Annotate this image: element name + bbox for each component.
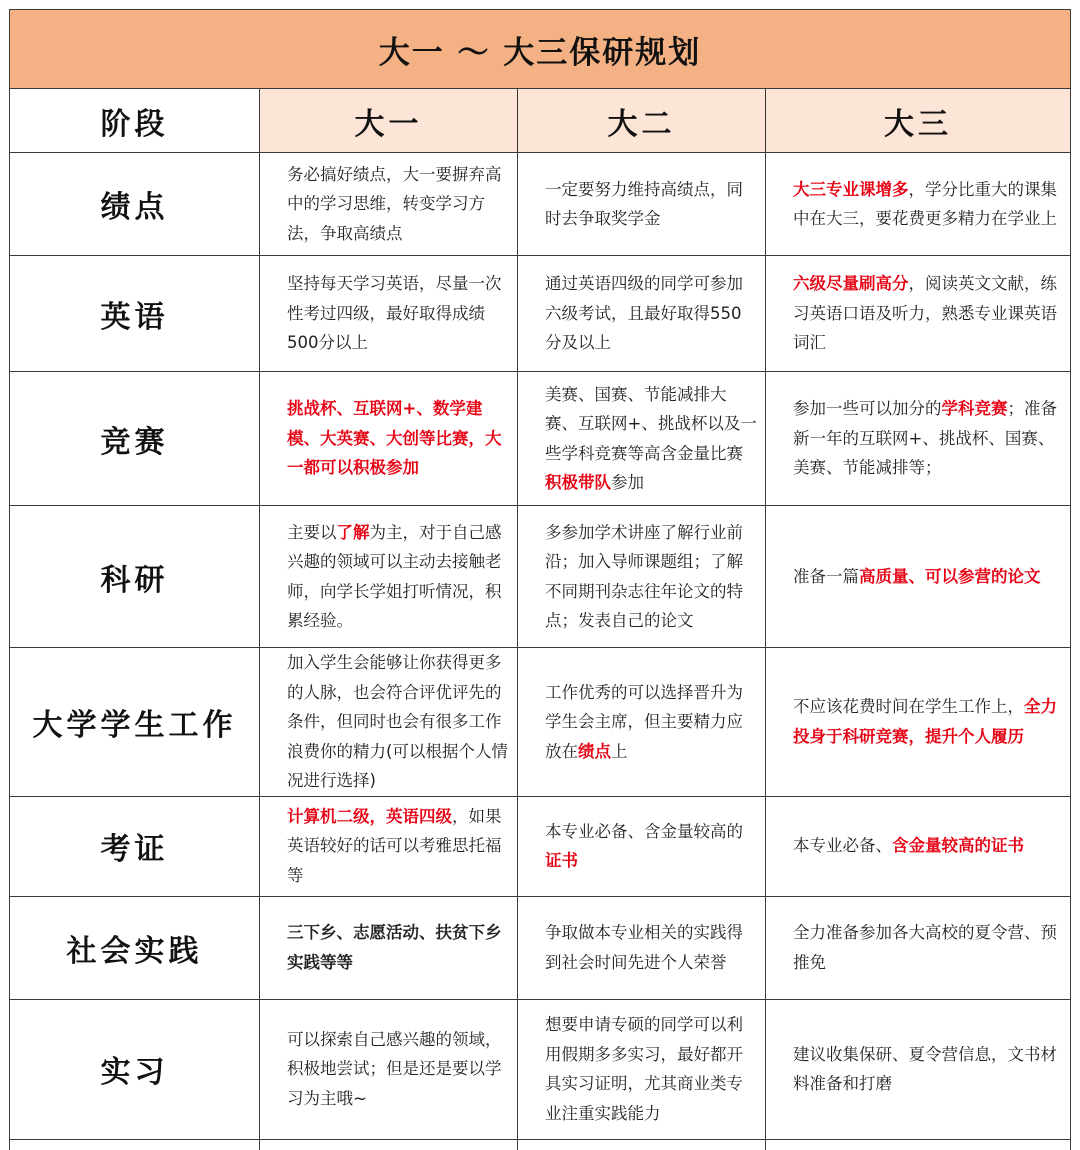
cell-year3 — [766, 896, 1071, 999]
cell-highlight: 大三专业课增多 — [793, 179, 909, 199]
cell-text: 上 — [611, 741, 628, 761]
cell-text: ，阅读英文文献，练习英语口语及听力，熟悉专业课英语词汇 — [793, 274, 1057, 353]
cell-year1 — [260, 506, 518, 648]
header-stage: 阶段 — [10, 89, 260, 153]
header-row — [10, 89, 1071, 153]
cell-year1 — [260, 153, 518, 256]
cell-year3 — [766, 648, 1071, 797]
cell-text: ；准备新一年的互联网+、挑战杯、国赛、美赛、节能减排等； — [793, 399, 1057, 478]
cell-highlight: 含金量较高的证书 — [892, 836, 1024, 856]
cell-highlight: 积极带队 — [545, 473, 611, 492]
stage-label: 绩点 — [10, 153, 260, 256]
cell-year3 — [766, 153, 1071, 256]
tail-cell — [260, 1139, 518, 1150]
cell-highlight: 挑战杯、互联网+、数学建模、大英赛、大创等比赛，大一都可以积极参加 — [287, 399, 502, 478]
cell-highlight: 高质量、可以参营的论文 — [859, 566, 1041, 586]
cell-year1 — [260, 796, 518, 896]
cell-year1 — [260, 648, 518, 797]
stage-label: 实习 — [10, 999, 260, 1139]
cell-text: 建议收集保研、夏令营信息，文书材料准备和打磨 — [793, 1044, 1057, 1093]
cell-text: 一定要努力维持高绩点，同时去争取奖学金 — [545, 179, 743, 228]
cell-highlight: 绩点 — [578, 741, 611, 761]
cell-text: 为主，对于自己感兴趣的领域可以主动去接触老师，向学长学姐打听情况，积累经验。 — [287, 522, 502, 630]
row-gpa — [10, 153, 1071, 256]
table-tail — [10, 1139, 1071, 1150]
page-title: 大一 ～ 大三保研规划 — [10, 10, 1071, 89]
cell-year2 — [518, 256, 766, 372]
cell-text: 多参加学术讲座了解行业前沿；加入导师课题组；了解不同期刊杂志往年论文的特点；发表自己的论文 — [545, 522, 743, 630]
header-year1: 大一 — [260, 89, 518, 153]
row-contest — [10, 372, 1071, 506]
cell-year2 — [518, 506, 766, 648]
cell-text: 主要以 — [287, 522, 337, 542]
cell-text: 可以探索自己感兴趣的领域，积极地尝试；但是还是要以学习为主哦~ — [287, 1029, 502, 1108]
row-practice — [10, 896, 1071, 999]
stage-label: 科研 — [10, 506, 260, 648]
cell-highlight: 学科竞赛 — [941, 399, 1008, 419]
cell-year2 — [518, 648, 766, 797]
cell-year2 — [518, 153, 766, 256]
cell-text: 准备一篇 — [793, 566, 859, 586]
cell-text: 不应该花费时间在学生工作上， — [793, 697, 1024, 717]
cell-highlight: 了解 — [336, 522, 370, 542]
cell-year3 — [766, 506, 1071, 648]
row-research — [10, 506, 1071, 648]
cell-year1 — [260, 999, 518, 1139]
cell-text: 全力准备参加各大高校的夏令营、预推免 — [793, 923, 1057, 972]
cell-text: 工作优秀的可以选择晋升为学生会主席，但主要精力应放在 — [545, 682, 743, 761]
stage-label: 英语 — [10, 256, 260, 372]
cell-year3 — [766, 372, 1071, 506]
cell-year2 — [518, 999, 766, 1139]
cell-text: 务必搞好绩点，大一要摒弃高中的学习思维，转变学习方法，争取高绩点 — [287, 164, 502, 243]
cell-highlight: 计算机二级，英语四级 — [287, 806, 452, 826]
cell-text: 本专业必备、 — [793, 836, 892, 856]
cell-highlight: 证书 — [545, 851, 578, 870]
stage-label: 竞赛 — [10, 372, 260, 506]
header-year2: 大二 — [518, 89, 766, 153]
plan-table — [9, 9, 1071, 1150]
cell-text: 通过英语四级的同学可参加六级考试，且最好取得550分及以上 — [545, 274, 743, 353]
tail-cell — [10, 1139, 260, 1150]
tail-cell — [518, 1139, 766, 1150]
cell-text: ，学分比重大的课集中在大三，要花费更多精力在学业上 — [793, 179, 1057, 228]
cell-year3 — [766, 256, 1071, 372]
cell-highlight: 六级尽量刷高分 — [793, 274, 909, 294]
cell-text: 参加 — [611, 473, 644, 492]
stage-label: 大学学生工作 — [10, 648, 260, 797]
cell-text: 美赛、国赛、节能减排大赛、互联网+、挑战杯以及一些学科竞赛等高含金量比赛 — [545, 384, 757, 463]
row-student-work — [10, 648, 1071, 797]
stage-label: 考证 — [10, 796, 260, 896]
row-internship — [10, 999, 1071, 1139]
cell-highlight: 全力投身于科研竞赛，提升个人履历 — [793, 697, 1057, 746]
cell-year1 — [260, 256, 518, 372]
cell-year1 — [260, 372, 518, 506]
cell-text: ，如果英语较好的话可以考雅思托福等 — [287, 806, 502, 885]
cell-year3 — [766, 999, 1071, 1139]
row-english — [10, 256, 1071, 372]
cell-year1 — [260, 896, 518, 999]
cell-text: 想要申请专硕的同学可以利用假期多多实习，最好都开具实习证明，尤其商业类专业注重实践能力 — [545, 1015, 743, 1123]
cell-year2 — [518, 372, 766, 506]
cell-year2 — [518, 796, 766, 896]
header-year3: 大三 — [766, 89, 1071, 153]
cell-text: 参加一些可以加分的 — [793, 399, 942, 419]
cell-text: 坚持每天学习英语，尽量一次性考过四级，最好取得成绩500分以上 — [287, 274, 502, 353]
title-row — [10, 10, 1071, 89]
cell-year3 — [766, 796, 1071, 896]
cell-text: 本专业必备、含金量较高的 — [545, 821, 743, 841]
cell-bold-text: 三下乡、志愿活动、扶贫下乡实践等等 — [287, 923, 502, 972]
cell-year2 — [518, 896, 766, 999]
cell-text: 争取做本专业相关的实践得到社会时间先进个人荣誉 — [545, 923, 743, 972]
stage-label: 社会实践 — [10, 896, 260, 999]
cell-text: 加入学生会能够让你获得更多的人脉，也会符合评优评先的条件，但同时也会有很多工作浪费你的精力(可以根据个人情况进行选择) — [287, 653, 508, 790]
tail-cell — [766, 1139, 1071, 1150]
row-certificate — [10, 796, 1071, 896]
